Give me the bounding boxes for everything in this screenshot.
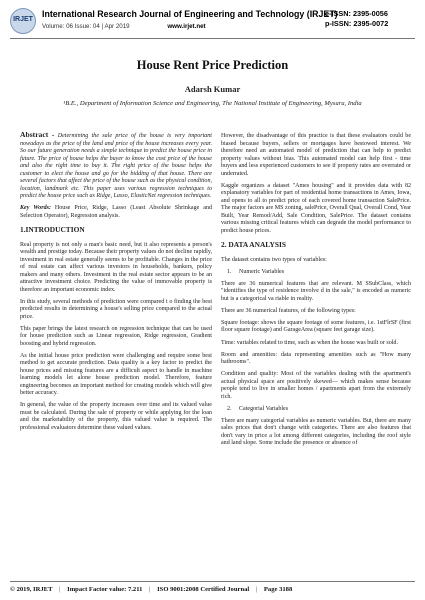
numeric-paragraph: Time: variables related to time, such as when the house was built or sold. xyxy=(221,339,398,346)
categorical-paragraph: There are many categorial variables as numeric variables. But, there are many sales prices that don't change with categories. There are also features that don't vary in price a lot among different categories, including the roof style and land slope. Some include the presence or absence of xyxy=(221,417,411,447)
item-number: 2. xyxy=(227,405,232,412)
numeric-paragraph: Room and amenities: data representing amenities such as "How many bathrooms". xyxy=(221,351,411,366)
footer-iso: ISO 9001:2008 Certified Journal xyxy=(157,586,250,593)
numeric-paragraph: There are 36 numerical features, of the following types: xyxy=(221,307,356,314)
numeric-paragraph: There are 36 numerical features that are relevant. M SSubClass, which "identifies the type of residence involve d in the sale," is encoded as numeric but is a categorical va riable in reality. xyxy=(221,280,411,302)
footer-impact-factor: Impact Factor value: 7.211 xyxy=(67,586,143,593)
section-heading-introduction: 1.INTRODUCTION xyxy=(20,225,85,235)
item-label: Numeric Variables xyxy=(239,268,285,275)
journal-logo-text: IRJET xyxy=(13,16,33,23)
numeric-paragraph: Square footage: shows the square footage of some features, i.e. 1stFlrSF (first floor square footage) and GarageArea (square feet garage size). xyxy=(221,319,411,334)
item-number: 1. xyxy=(227,268,232,275)
journal-header xyxy=(10,8,415,36)
intro-paragraph: As the initial house price prediction were challenging and require some best method to get accurate prediction. Data quality is a key factor to predict the house prices and missing features are a difficult aspect to handle in machine learning models let alone house prediction model. Therefore, feature engineering becomes an important method for creating models which will give better accuracy. xyxy=(20,352,212,397)
item-label: Categorial Variables xyxy=(239,405,289,412)
footer-page-number: Page 3188 xyxy=(263,586,293,593)
intro-paragraph: In this study, several methods of prediction were compared t o finding the best predicted results in determining a house's selling price compared to the actual price. xyxy=(20,298,212,320)
keywords xyxy=(20,205,212,220)
page-footer xyxy=(10,586,415,593)
left-column xyxy=(20,131,212,437)
issn-block xyxy=(325,9,415,29)
abstract-label: Abstract - xyxy=(20,130,55,139)
intro-paragraph: In general, the value of the property increases over time and its valued value must be calculated. During the sale of property or while applying for the loan and the marketability of the property, this valued value is required. The professional evaluators determine these valued values. xyxy=(20,402,212,431)
intro-paragraph: Real property is not only a man's basic need, but it also represents a person's wealth and prestige today. Because their property values do not decline rapidly, investment in real estate generally seems to be profitable. Changes in the price of real estate can affect various investors in households, bankers, policy makers and many others. Investment in the real estate sector appears to be an attractive investment choice. Predicting the value of immovable property is therefore an important economic index. xyxy=(20,241,212,293)
paper-title: House Rent Price Prediction xyxy=(136,58,289,72)
header-divider xyxy=(10,38,415,39)
eissn: e-ISSN: 2395-0056 xyxy=(325,9,388,18)
data-intro: The dataset contains two types of variables: xyxy=(221,256,327,263)
numbered-item-numeric xyxy=(221,269,411,277)
body-paragraph: Kaggle organizes a dataset "Ames housing" and it provides data with 82 explanatory variables for part of residential home transactions in Ames, Iowa, and opens to all to predict price of each covered home transaction SalePrice. The major factors are MS zoning, salePrice, Overall Qual, Overall Cond, Year Built, Year Remod/Add, Sale Condition, SalePrice. The dataset contains various missing critical features which can degrade the model performance to predict house prices. xyxy=(221,182,411,234)
body-paragraph: However, the disadvantage of this practice is that these evaluators could be biased because buyers, sellers or mortgages have bestowed interest. We therefore need an automated model of prediction that can help to predict property values without bias. This automated model can help first - time buyers and less experienced customers to see if property rates are overrated or underrated. xyxy=(221,133,411,177)
paper-affiliation: ¹B.E., Department of Information Science and Engineering, The National Institute of Engineering, Mysuru, India xyxy=(63,100,362,107)
footer-divider xyxy=(10,581,415,582)
abstract-text: Determining the sale price of the house is very important nowadays as the price of the land and price of the house increases every year. So our future generation needs a simple technique to predict the house price in future. The price of house helps the buyer to know the cost price of the house and also the right time to buy it. The right price of the house helps the customer to elect the house and go for the bidding of that house. There are several factors that affect the price of the house such as the physical condition, location, landmark etc. This paper uses various regression techniques to predict the house price such as Ridge, Lasso, ElasticNet regression techniques. xyxy=(20,133,212,199)
pissn: p-ISSN: 2395-0072 xyxy=(325,19,389,28)
abstract xyxy=(20,131,212,201)
footer-copyright: © 2019, IRJET xyxy=(10,586,53,593)
paper-author: Adarsh Kumar xyxy=(184,84,241,94)
keywords-label: Key Words: xyxy=(20,205,51,212)
journal-title: International Research Journal of Engineering and Technology (IRJET) xyxy=(42,9,338,19)
journal-meta xyxy=(42,23,282,30)
section-heading-data-analysis: 2. DATA ANALYSIS xyxy=(221,240,286,250)
journal-website: www.irjet.net xyxy=(167,23,206,30)
right-column xyxy=(221,133,411,453)
keywords-text: House Price, Ridge, Lasso (Least Absolute Shrinkage and Selection Operator), Regression analysis. xyxy=(20,205,212,219)
footer-separator: | xyxy=(255,586,258,593)
footer-separator: | xyxy=(149,586,151,593)
footer-separator: | xyxy=(59,586,61,593)
numbered-item-categorical xyxy=(221,406,411,414)
numeric-paragraph: Condition and quality: Most of the variables dealing with the apartment's actual physical space are positively skewed— which makes sense because people tend to live in smaller homes / apartments apart from the extremely rich. xyxy=(221,371,411,400)
intro-paragraph: This paper brings the latest research on regression technique that can be used for house prediction such as Linear regression, Ridge regression, Gradient boosting and hybrid regression. xyxy=(20,325,212,347)
volume-issue: Volume: 06 Issue: 04 | Apr 2019 xyxy=(42,23,130,30)
